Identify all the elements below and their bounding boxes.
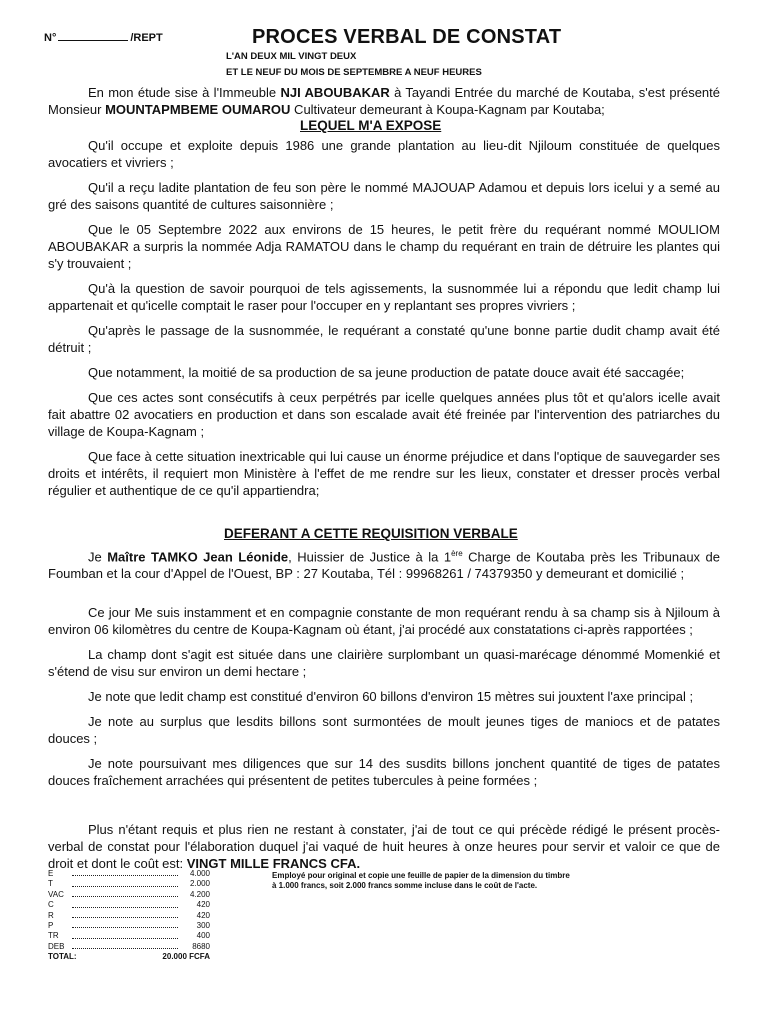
expose-paragraphs xyxy=(48,137,720,499)
huissier-text-1: Je xyxy=(88,549,108,565)
fee-value: 4.000 xyxy=(189,869,210,878)
fee-row xyxy=(48,931,210,941)
expose-paragraph: Que face à cette situation inextricable qui lui cause un énorme préjudice et dans l'optique de sauvegarder ses droits et intérêts, il requiert mon Ministère à l'effet de me rendre sur les lieux, constater et dresser procès verbal régulier et authentique de ce qu'il appartiendra; xyxy=(48,449,720,498)
expose-paragraph: Que le 05 Septembre 2022 aux environs de 15 heures, le petit frère du requérant nommé MOULIOM ABOUBAKAR a surpris la nommée Adja RAMATOU dans le champ du requérant en train de détruire les plantes qui s'y trouvaient ; xyxy=(48,222,720,271)
intro-text-1: En mon étude sise à l'Immeuble xyxy=(88,85,281,100)
closing-paragraph xyxy=(48,821,720,872)
reference-number xyxy=(44,32,163,44)
intro-bold-1: NJI ABOUBAKAR xyxy=(280,85,390,100)
huissier-paragraph xyxy=(48,545,720,582)
fee-value: 420 xyxy=(196,910,210,920)
total-label: TOTAL: xyxy=(48,952,77,962)
fee-row xyxy=(48,869,210,879)
fee-label: TR xyxy=(48,931,59,941)
fee-label: E xyxy=(48,869,54,878)
constat-paragraph: Je note que ledit champ est constitué d'environ 60 billons d'environ 15 mètres sui jouxtent l'axe principal ; xyxy=(88,689,694,704)
fee-row xyxy=(48,879,210,889)
expose-paragraph: Qu'à la question de savoir pourquoi de tels agissements, la susnommée lui a répondu que ledit champ lui appartenait et qu'icelle comptait le raser pour l'occuper en y replantant ses propres vivriers ; xyxy=(48,281,720,313)
constat-paragraph: Je note poursuivant mes diligences que sur 14 des susdits billons jonchent quantité de tiges de patates douces fraîchement arrachées qui présentent de petites tubercules à peine formées ; xyxy=(48,756,720,788)
fee-dots xyxy=(72,869,178,876)
fee-dots xyxy=(72,931,178,938)
fee-dots xyxy=(72,879,178,886)
intro-bold-2: MOUNTAPMBEME OUMAROU xyxy=(105,102,291,117)
heading-requisition: DEFERANT A CETTE REQUISITION VERBALE xyxy=(224,526,518,541)
fee-dots xyxy=(72,900,178,907)
fee-row xyxy=(48,942,210,952)
intro-text-2: à Tayandi Entrée du marché de Koutaba, s'est présenté Monsieur xyxy=(48,85,721,117)
fee-dots xyxy=(72,911,178,918)
constat-paragraph: Je note au surplus que lesdits billons sont surmontées de moult jeunes tiges de maniocs et de patates douces ; xyxy=(48,714,720,746)
date-line-1: L'AN DEUX MIL VINGT DEUX xyxy=(226,51,357,62)
ref-prefix: N° xyxy=(44,32,57,44)
huissier-sup: ère xyxy=(451,549,463,558)
constat-paragraphs xyxy=(48,604,720,789)
expose-paragraph: Qu'il a reçu ladite plantation de feu son père le nommé MAJOUAP Adamou et depuis lors icelui y a semé au gré des saisons quantité de cultures saisonnière ; xyxy=(48,180,720,212)
total-value: 20.000 FCFA xyxy=(162,952,210,962)
stamp-note: Employé pour original et copie une feuille de papier de la dimension du timbre à 1.000 francs, soit 2.000 francs somme incluse dans le coût de l'acte. xyxy=(272,871,570,890)
expose-paragraph: Que ces actes sont consécutifs à ceux perpétrés par icelle quelques années plus tôt et qu'alors icelle avait fait abattre 02 avocatiers en production et dans son escalade avait été freinée par l'intervention des patriarches du village de Koupa-Kagnam ; xyxy=(48,390,720,439)
fee-label: T xyxy=(48,879,53,889)
fee-value: 2.000 xyxy=(189,879,210,889)
document-title: PROCES VERBAL DE CONSTAT xyxy=(252,26,562,48)
expose-paragraph: Qu'après le passage de la susnommée, le requérant a constaté qu'une bonne partie dudit champ avait été détruit ; xyxy=(48,323,720,355)
fee-label: C xyxy=(48,900,54,910)
fee-value: 4.200 xyxy=(189,889,210,899)
date-line-2: ET LE NEUF DU MOIS DE SEPTEMBRE A NEUF HEURES xyxy=(226,67,482,78)
ref-suffix: /REPT xyxy=(130,32,163,44)
fee-dots xyxy=(72,942,178,949)
fee-label: P xyxy=(48,921,54,931)
document-header xyxy=(44,26,744,52)
closing-cost: VINGT MILLE FRANCS CFA. xyxy=(186,856,361,871)
fee-row xyxy=(48,911,210,921)
constat-paragraph: La champ dont s'agit est située dans une clairière surplombant un quasi-marécage dénommé Momenkié et s'étend de visu sur environ un demi hectare ; xyxy=(48,647,720,679)
fee-label: DEB xyxy=(48,941,65,951)
fee-label: R xyxy=(48,910,54,920)
fee-value: 8680 xyxy=(192,941,210,951)
fee-value: 300 xyxy=(196,921,210,931)
fee-dots xyxy=(72,890,178,897)
fee-total xyxy=(48,952,210,962)
fee-row xyxy=(48,900,210,910)
intro-paragraph xyxy=(48,84,720,118)
huissier-text-3: Charge de Koutaba près les Tribunaux de Foumban et la cour d'Appel de l'Ouest, BP : 27 Koutaba, Tél : 99968261 / 74379350 y demeurant et domicilié ; xyxy=(48,549,720,582)
fees-table xyxy=(48,869,210,963)
constat-paragraph: Ce jour Me suis instamment et en compagnie constante de mon requérant rendu à sa champ sis à Njiloum à environ 06 kilomètres du centre de Koupa-Kagnam où étant, j'ai procédé aux constatations ci-après rapportées ; xyxy=(48,605,720,637)
closing-text: Plus n'étant requis et plus rien ne restant à constater, j'ai de tout ce qui précède rédigé le présent procès-verbal de constat pour l'élaboration duquel j'ai vaqué de huit heures à onze heures pour servir et valoir ce que de droit et dont le coût est: xyxy=(48,822,720,871)
ref-blank-line xyxy=(58,40,128,41)
huissier-text-2: , Huissier de Justice à la 1 xyxy=(288,549,452,565)
expose-paragraph: Que notamment, la moitié de sa production de sa jeune production de patate douce avait été saccagée; xyxy=(88,365,685,380)
fee-row xyxy=(48,890,210,900)
fee-value: 400 xyxy=(196,931,210,941)
fee-row xyxy=(48,921,210,931)
intro-text-3: Cultivateur demeurant à Koupa-Kagnam par Koutaba; xyxy=(290,102,605,117)
fee-label: VAC xyxy=(48,889,64,899)
heading-expose: LEQUEL M'A EXPOSE xyxy=(300,118,442,133)
fee-dots xyxy=(72,921,178,928)
expose-paragraph: Qu'il occupe et exploite depuis 1986 une grande plantation au lieu-dit Njiloum constituée de quelques avocatiers et vivriers ; xyxy=(48,138,720,170)
huissier-name: Maître TAMKO Jean Léonide xyxy=(107,549,289,565)
fee-value: 420 xyxy=(196,900,210,910)
